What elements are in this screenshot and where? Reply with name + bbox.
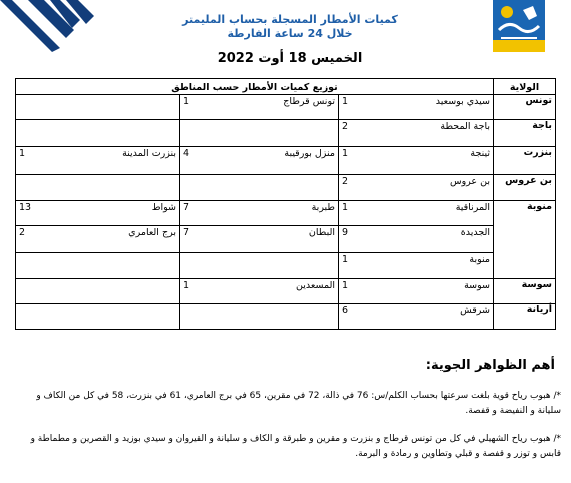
- table-cell: [180, 95, 339, 120]
- table-cell: [339, 304, 494, 330]
- rainfall-value: 1: [183, 280, 190, 291]
- table-cell: [16, 226, 180, 253]
- table-row: [16, 279, 556, 304]
- governorate-name: سوسة: [494, 279, 556, 304]
- table-row: [16, 253, 556, 279]
- station-name: سيدي بوسعيد: [435, 96, 490, 107]
- table-cell: [16, 304, 180, 330]
- report-title: كميات الأمطار المسجلة بحساب المليمتر: [182, 13, 398, 26]
- station-name: طبربة: [311, 202, 335, 213]
- table-cell: [180, 304, 339, 330]
- table-cell: [16, 120, 180, 147]
- governorate-name: بن عروس: [494, 175, 556, 201]
- table-body: [16, 95, 556, 330]
- rainfall-value: 2: [19, 227, 26, 238]
- station-name: شرقش: [460, 305, 490, 316]
- table-cell: [339, 120, 494, 147]
- rainfall-value: 9: [342, 227, 349, 238]
- table-cell: [16, 253, 180, 279]
- weather-paragraph-2: */ هبوب رياح الشهيلي في كل من تونس قرطاج و بنزرت و مقرين و طبرقة و الكاف و سليانة و القيروان و سيدي بوزيد و القصرين و مطماطة و قابس و توزر و قفصة و قبلي وتطاوين و رمادة و البرمة.: [30, 434, 561, 459]
- station-name: بن عروس: [450, 176, 490, 187]
- table-row: [16, 147, 556, 175]
- table-cell: [16, 147, 180, 175]
- station-name: المرناقية: [455, 202, 490, 213]
- station-name: الجديدة: [460, 227, 490, 238]
- table-cell: [180, 201, 339, 226]
- report-date: الخميس 18 أوت 2022: [217, 51, 363, 66]
- table-cell: [339, 253, 494, 279]
- table-row: [16, 226, 556, 253]
- table-cell: [180, 279, 339, 304]
- rainfall-value: 1: [342, 148, 349, 159]
- station-name: البطان: [308, 227, 335, 238]
- rainfall-value: 7: [183, 202, 190, 213]
- station-name: منزل بورقيبة: [284, 148, 335, 159]
- rainfall-value: 2: [342, 121, 349, 132]
- station-name: برج العامري: [128, 227, 176, 238]
- governorate-name: أريانة: [494, 304, 556, 330]
- table-cell: [339, 201, 494, 226]
- header-governorate: الولاية: [494, 79, 556, 95]
- table-cell: [339, 95, 494, 120]
- table-row: [16, 120, 556, 147]
- rainfall-value: 1: [342, 254, 349, 265]
- diagonal-stripes-decoration: [0, 0, 95, 52]
- rainfall-value: 6: [342, 305, 349, 316]
- table-cell: [16, 95, 180, 120]
- rainfall-value: 4: [183, 148, 190, 159]
- report-subtitle: خلال 24 ساعة الفارطة: [227, 27, 353, 40]
- governorate-name: بنزرت: [494, 147, 556, 175]
- rainfall-value: 7: [183, 227, 190, 238]
- station-name: المسعدين: [296, 280, 335, 291]
- rainfall-value: 1: [19, 148, 26, 159]
- table-cell: [180, 175, 339, 201]
- table-cell: [339, 279, 494, 304]
- governorate-name: باجة: [494, 120, 556, 147]
- rainfall-value: 13: [19, 202, 32, 213]
- table-cell: [180, 253, 339, 279]
- table-cell: [339, 226, 494, 253]
- table-cell: [180, 147, 339, 175]
- table-cell: [16, 201, 180, 226]
- table-cell: [16, 279, 180, 304]
- table-row: [16, 95, 556, 120]
- station-name: بنزرت المدينة: [122, 148, 176, 159]
- station-name: شواط: [151, 202, 176, 213]
- table-cell: [16, 175, 180, 201]
- table-row: [16, 304, 556, 330]
- station-name: سوسة: [464, 280, 490, 291]
- rainfall-value: 1: [342, 280, 349, 291]
- rainfall-value: 2: [342, 176, 349, 187]
- station-name: منوبة: [469, 254, 490, 265]
- governorate-name: تونس: [494, 95, 556, 120]
- table-cell: [180, 120, 339, 147]
- table-cell: [339, 175, 494, 201]
- rainfall-value: 1: [342, 202, 349, 213]
- governorate-name: منوبة: [494, 201, 556, 279]
- weather-heading: أهم الظواهر الجوية:: [425, 358, 555, 373]
- institute-logo-icon: [493, 0, 545, 52]
- station-name: تونس قرطاج: [283, 96, 335, 107]
- table-row: [16, 201, 556, 226]
- station-name: باجة المحطة: [440, 121, 490, 132]
- rainfall-value: 1: [342, 96, 349, 107]
- table-cell: [180, 226, 339, 253]
- table-cell: [339, 147, 494, 175]
- station-name: ثينجة: [470, 148, 490, 159]
- header-distribution: توزيع كميات الأمطار حسب المناطق: [16, 79, 494, 95]
- table-row: [16, 175, 556, 201]
- rainfall-value: 1: [183, 96, 190, 107]
- rainfall-table: [15, 78, 556, 330]
- weather-paragraph-1: */ هبوب رياح قوية بلغت سرعتها بحساب الكلم/س: 76 في ذالة، 72 في مقرين، 65 في برج العامري، 61 في بنزرت، 58 في كل من الكاف و سليانة و النفيضة و قفصة.: [36, 391, 561, 416]
